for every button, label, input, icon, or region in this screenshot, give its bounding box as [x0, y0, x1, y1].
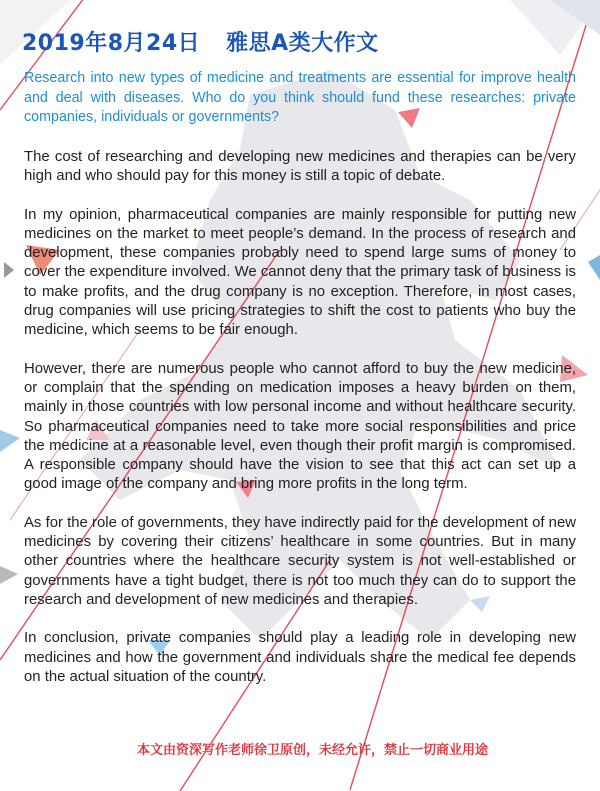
copyright-notice: 本文由资深写作老师徐卫原创，未经允许，禁止一切商业用途 — [137, 743, 489, 758]
essay-body — [24, 148, 576, 706]
essay-paragraph-3: However, there are numerous people who cannot afford to buy the new medicine, or complain that the spending on medication imposes a heavy burden on them, mainly in those countries with low personal income and without healthcare security. So pharmaceutical companies need to take more social responsibilities and price the medicine at a reasonable level, even though their profit margin is compromised. A responsible company should have the vision to see that this act can set up a good image of the company and bring more profits in the long term. — [24, 360, 576, 493]
essay-paragraph-4: As for the role of governments, they have indirectly paid for the development of new medicines by covering their citizens’ healthcare in some countries. But in many other countries where the healthcare security system is not well-established or governments have a tight budget, there is not too much they can do to support the research and development of new medicines and therapies. — [24, 514, 576, 608]
essay-prompt: Research into new types of medicine and treatments are essential for improve health and deal with diseases. Who do you think should fund these researches: private companies, individuals or governments? — [24, 70, 576, 125]
title-date: 2019年8月24日 — [22, 31, 201, 56]
essay-paragraph-2: In my opinion, pharmaceutical companies are mainly responsible for putting new medicines on the market to meet people’s demand. In the process of research and development, these companies probably need to spend large sums of money to cover the expenditure involved. We cannot deny that the primary task of business is to make profits, and the drug company is no exception. Therefore, in most cases, drug companies will use pricing strategies to shift the cost to patients who buy the medicine, which seems to be fair enough. — [24, 206, 576, 339]
essay-paragraph-intro: The cost of researching and developing new medicines and therapies can be very high and who should pay for this money is still a topic of debate. — [24, 149, 576, 185]
page-title — [22, 26, 379, 57]
title-exam-type: 雅思A类大作文 — [226, 31, 379, 56]
essay-paragraph-conclusion: In conclusion, private companies should play a leading role in developing new medicines and how the government and individuals share the medical fee depends on the actual situation of the country. — [24, 630, 576, 685]
